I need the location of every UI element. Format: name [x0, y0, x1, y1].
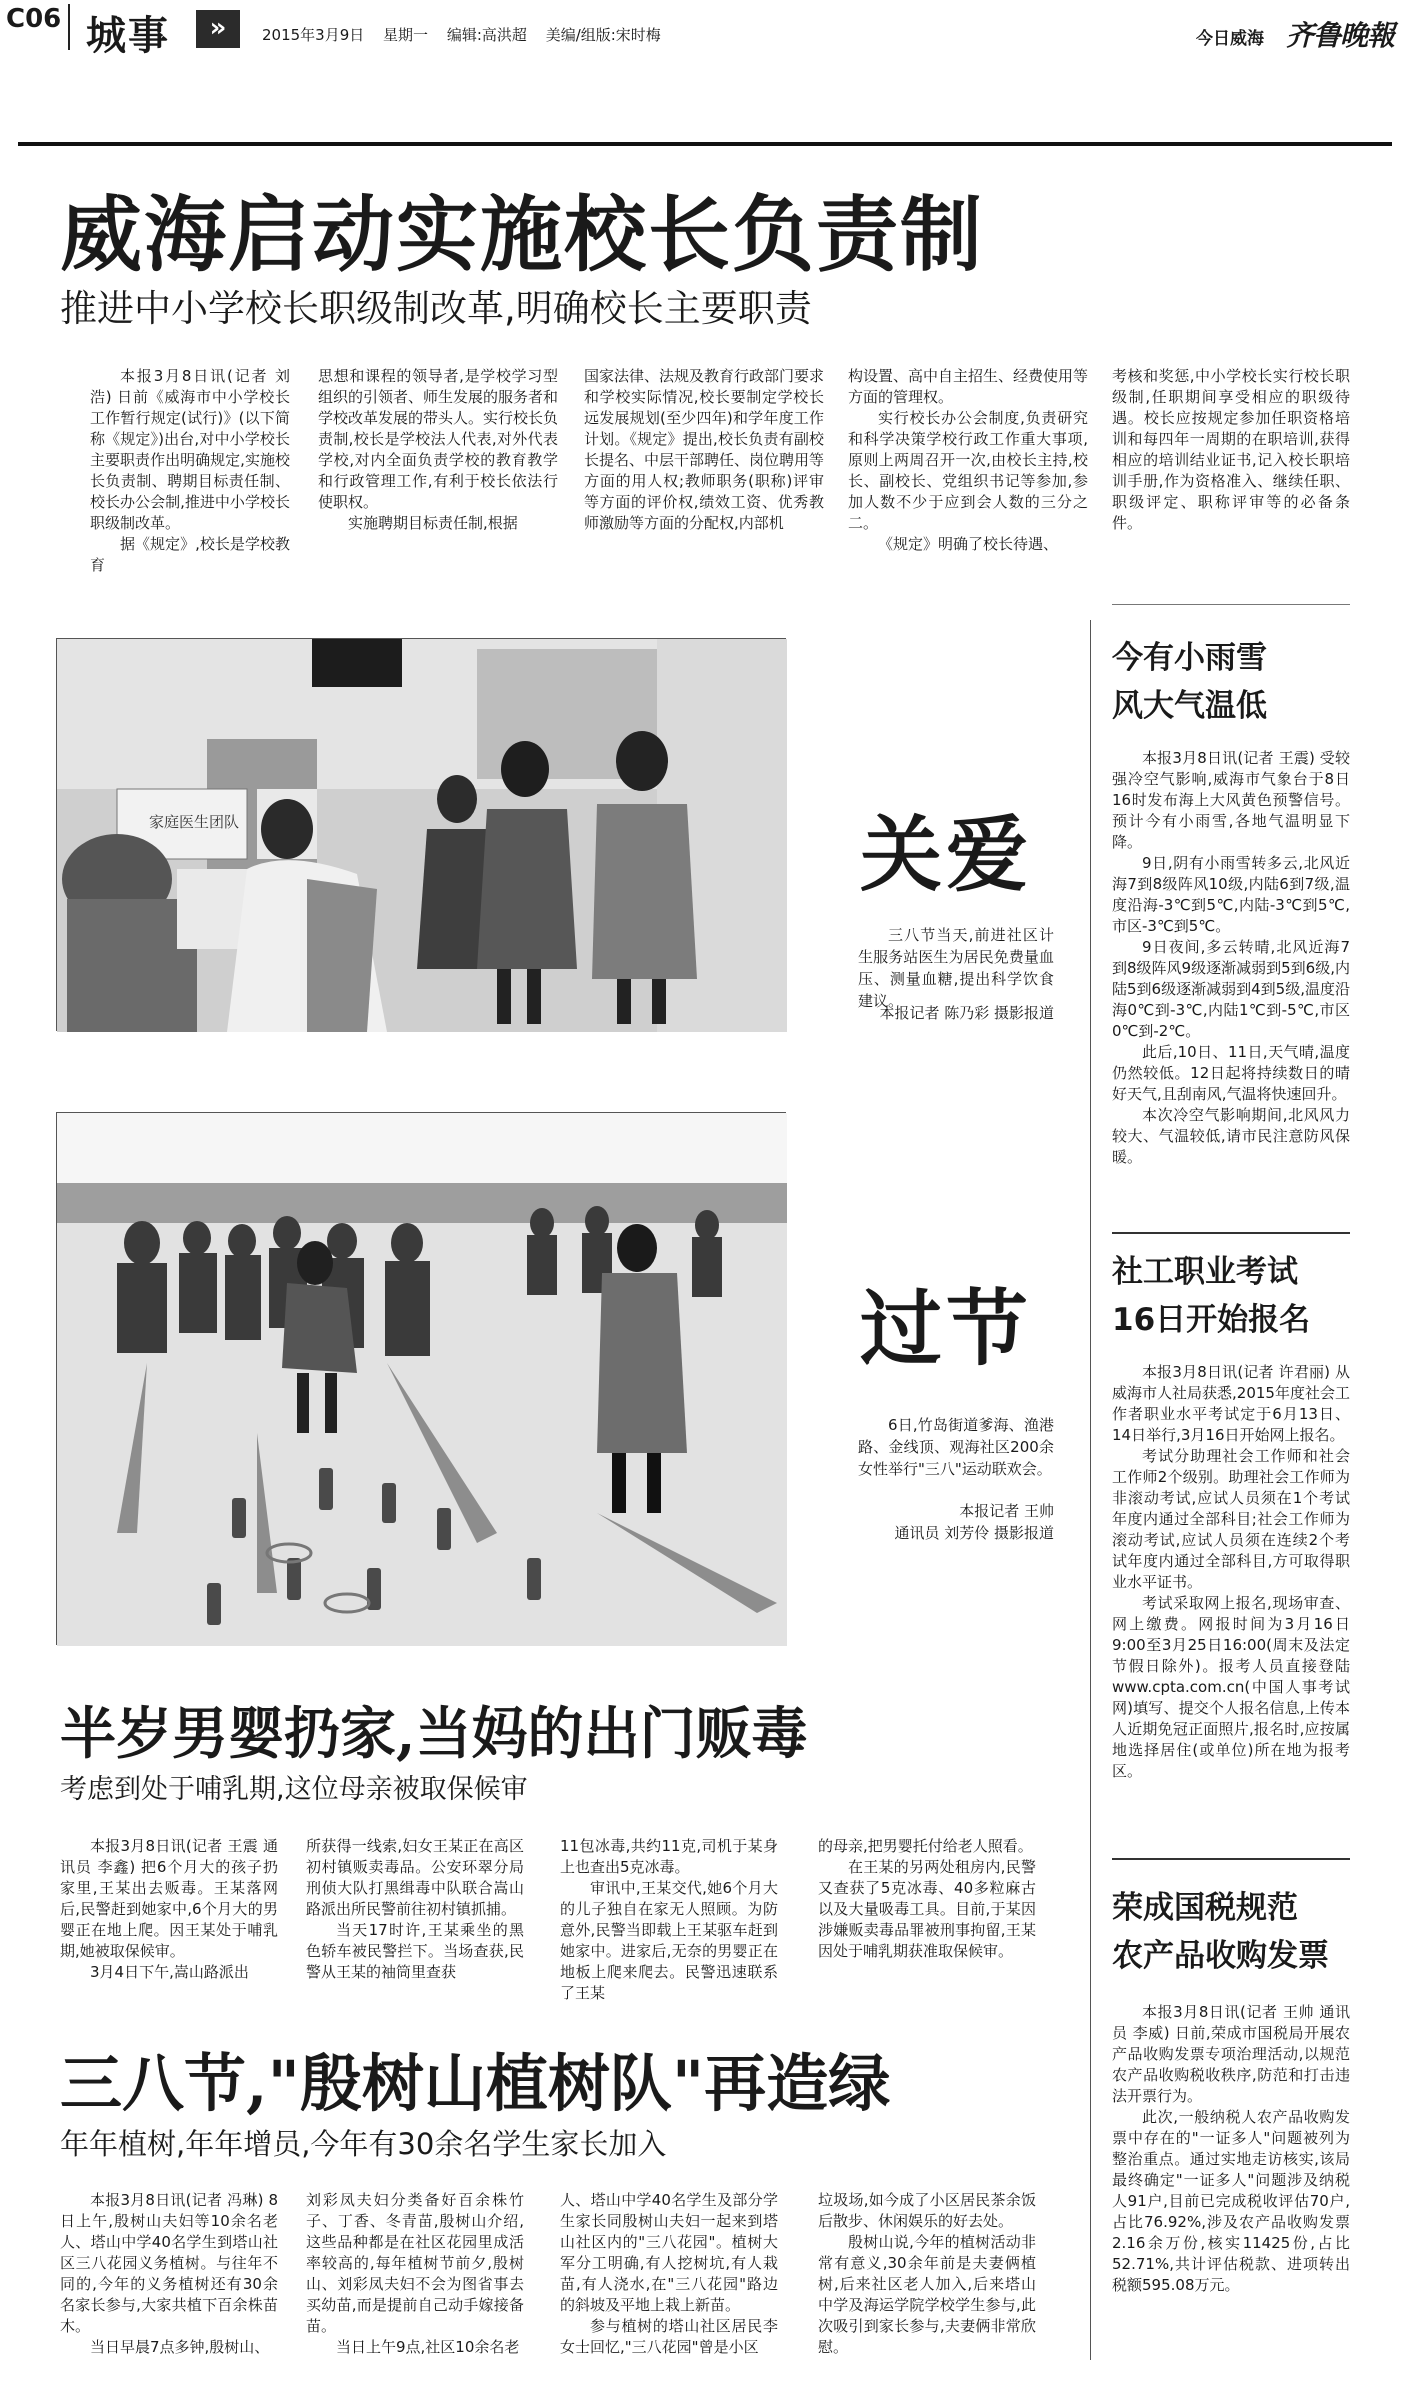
paragraph: 殷树山说,今年的植树活动非常有意义,30余年前是夫妻俩植树,后来社区老人加入,后来塔山中学及海运学院学校学生参与,此次吸引到家长参与,夫妻俩非常欣慰。 — [818, 2233, 1036, 2356]
main-story-col-1 — [90, 366, 290, 574]
section-arrow-icon: » — [196, 10, 240, 48]
paragraph: 本报3月8日讯(记者 冯琳) 8日上午,殷树山夫妇等10余名老人、塔山中学40名学生到塔山社区三八花园义务植树。与往年不同的,今年的义务植树还有30余名家长参与,大家共植下百余株苗木。 — [60, 2191, 278, 2335]
main-story-col-5 — [1112, 366, 1350, 560]
headline-line: 16日开始报名 — [1112, 1302, 1311, 1338]
paragraph: 9日夜间,多云转晴,北风近海7到8级阵风9级逐渐减弱到5到6级,内陆5到6级逐渐减弱到4到5级,温度沿海0℃到-3℃,内陆1℃到-5℃,市区0℃到-2℃。 — [1112, 938, 1350, 1040]
paragraph: 的母亲,把男婴托付给老人照看。 — [818, 1837, 1033, 1855]
paragraph: 考试采取网上报名,现场审查、网上缴费。网报时间为3月16日9:00至3月25日16:00(周末及法定节假日除外)。报考人员直接登陆www.cpta.com.cn(中国人事考试网)填写、提交个人报名信息,上传本人近期免冠正面照片,报名时,应按属地选择居住(或单位)所在地为报考区。 — [1112, 1594, 1350, 1780]
social-exam-headline — [1112, 1248, 1310, 1344]
issue-date: 2015年3月9日 — [262, 26, 365, 44]
drug-story-col-1 — [60, 1836, 278, 2008]
newspaper-logo: 齐鲁晚報 — [1286, 19, 1395, 52]
caption-text: 三八节当天,前进社区计生服务站医生为居民免费量血压、测量血糖,提出科学饮食建议。 — [858, 926, 1054, 1010]
issue-meta — [262, 24, 675, 45]
paragraph: 本报3月8日讯(记者 许君丽) 从威海市人社局获悉,2015年度社会工作者职业水平考试定于6月13日、14日举行,3月16日开始网上报名。 — [1112, 1363, 1350, 1444]
paragraph: 9日,阴有小雨雪转多云,北风近海7到8级阵风10级,内陆6到7级,温度沿海-3℃到5℃,内陆-3℃到5℃,市区-3℃到5℃。 — [1112, 854, 1350, 935]
photo-health-check — [56, 638, 786, 1031]
sidebar-top-rule — [1112, 604, 1350, 605]
section-title: 城事 — [86, 12, 170, 59]
sidebar-rule — [1112, 1232, 1350, 1234]
credit-line: 本报记者 王帅 — [959, 1502, 1054, 1520]
headline-line: 农产品收购发票 — [1112, 1938, 1329, 1974]
paragraph: 《规定》明确了校长待遇、 — [878, 535, 1059, 553]
credit-line: 通讯员 刘芳伶 摄影报道 — [894, 1524, 1054, 1542]
paragraph: 11包冰毒,共约11克,司机于某身上也查出5克冰毒。 — [560, 1837, 778, 1876]
tax-headline — [1112, 1884, 1329, 1980]
paragraph: 此后,10日、11日,天气晴,温度仍然较低。12日起将持续数日的晴好天气,且刮南风,气温将快速回升。 — [1112, 1043, 1350, 1103]
photo-sign-text: 家庭医生团队 — [149, 813, 240, 831]
paragraph: 刘彩凤夫妇分类备好百余株竹子、丁香、冬青苗,殷树山介绍,这些品种都是在社区花园里成活率较高的,每年植树节前夕,殷树山、刘彩凤夫妇不会为图省事去买幼苗,而是提前自己动手嫁接备苗。 — [306, 2191, 524, 2335]
drug-story-col-2 — [306, 1836, 524, 2008]
headline-line: 社工职业考试 — [1112, 1254, 1298, 1290]
photo-festival — [56, 1112, 786, 1645]
issue-weekday: 星期一 — [383, 26, 429, 44]
main-story-col-4 — [848, 366, 1088, 560]
drug-story-headline: 半岁男婴扔家,当妈的出门贩毒 — [60, 1701, 808, 1767]
drug-story-col-3 — [560, 1836, 778, 2008]
weather-headline — [1112, 634, 1267, 730]
tree-story-subheadline: 年年植树,年年增员,今年有30余名学生家长加入 — [60, 2127, 667, 2161]
social-exam-story — [1112, 1362, 1350, 1847]
paragraph: 构设置、高中自主招生、经费使用等方面的管理权。 — [848, 367, 1089, 406]
paragraph: 3月4日下午,嵩山路派出 — [90, 1963, 249, 1981]
drug-story-subheadline: 考虑到处于哺乳期,这位母亲被取保候审 — [60, 1774, 528, 1805]
sidebar-rule — [1112, 1858, 1350, 1860]
tree-story-col-3 — [560, 2190, 778, 2376]
paragraph: 审讯中,王某交代,她6个月大的儿子独自在家无人照顾。为防意外,民警当即载上王某驱车赶到她家中。进家后,无奈的男婴正在地板上爬来爬去。民警迅速联系了王某 — [560, 1879, 778, 2002]
photo1-caption-title: 关爱 — [860, 808, 1033, 903]
paragraph: 在王某的另两处租房内,民警又查获了5克冰毒、40多粒麻古以及大量吸毒工具。目前,于某因涉嫌贩卖毒品罪被刑事拘留,王某因处于哺乳期获准取保候审。 — [818, 1858, 1036, 1960]
headline-line: 荣成国税规范 — [1112, 1890, 1298, 1926]
paragraph: 实行校长办公会制度,负责研究和科学决策学校行政工作重大事项,原则上两周召开一次,由校长主持,校长、副校长、党组织书记等参加,参加人数不少于应到会人数的三分之二。 — [848, 409, 1088, 532]
paragraph: 人、塔山中学40名学生及部分学生家长同殷树山夫妇一起来到塔山社区内的"三八花园"。植树大军分工明确,有人挖树坑,有人栽苗,有人浇水,在"三八花园"路边的斜坡及平地上栽上新苗。 — [560, 2191, 778, 2314]
paragraph: 思想和课程的领导者,是学校学习型组织的引领者、师生发展的服务者和学校改革发展的带头人。实行校长负责制,校长是学校法人代表,对外代表学校,对内全面负责学校的教育教学和行政管理工作,有利于校长依法行使职权。 — [318, 367, 559, 511]
paragraph: 本次冷空气影响期间,北风风力较大、气温较低,请市民注意防风保暖。 — [1112, 1106, 1350, 1166]
paragraph: 考试分助理社会工作师和社会工作师2个级别。助理社会工作师为非滚动考试,应试人员须在1个考试年度内通过全部科目;社会工作师为滚动考试,应试人员须在连续2个考试年度内通过全部科目,方可取得职业水平证书。 — [1112, 1447, 1350, 1591]
tree-story-col-2 — [306, 2190, 524, 2376]
photo2-caption — [858, 1414, 1054, 1480]
paragraph: 当日上午9点,社区10余名老 — [336, 2338, 520, 2356]
photo2-credit — [834, 1500, 1054, 1544]
today-label: 今日威海 — [1196, 29, 1264, 49]
main-story-col-3 — [584, 366, 824, 560]
header-rule — [18, 142, 1392, 146]
main-story-col-2 — [318, 366, 558, 560]
photo1-credit: 本报记者 陈乃彩 摄影报道 — [879, 1004, 1054, 1022]
sidebar-divider — [1090, 620, 1091, 2360]
issue-editor: 编辑:高洪超 — [446, 26, 527, 44]
paragraph: 所获得一线索,妇女王某正在高区初村镇贩卖毒品。公安环翠分局刑侦大队打黑缉毒中队联合嵩山路派出所民警前往初村镇抓捕。 — [306, 1837, 524, 1918]
paragraph: 本报3月8日讯(记者 王帅 通讯员 李威) 日前,荣成市国税局开展农产品收购发票专项治理活动,以规范农产品收购税收秩序,防范和打击违法开票行为。 — [1112, 2003, 1350, 2105]
photo1-caption — [858, 924, 1054, 1012]
headline-line: 风大气温低 — [1112, 688, 1267, 724]
tax-story — [1112, 2002, 1350, 2372]
main-subheadline: 推进中小学校长职级制改革,明确校长主要职责 — [60, 287, 812, 330]
paragraph: 考核和奖惩,中小学校长实行校长职级制,任职期间享受相应的职级待遇。校长应按规定参加任职资格培训和每四年一周期的在职培训,获得相应的培训结业证书,记入校长职培训手册,作为资格准入、继续任职、职级评定、职称评审等的必备条件。 — [1112, 367, 1350, 532]
page-number: C06 — [6, 4, 62, 34]
paragraph: 参与植树的塔山社区居民李女士回忆,"三八花园"曾是小区 — [560, 2317, 778, 2356]
tree-story-col-4 — [818, 2190, 1036, 2376]
paragraph: 此次,一般纳税人农产品收购发票中存在的"一证多人"问题被列为整治重点。通过实地走访核实,该局最终确定"一证多人"问题涉及纳税人91户,目前已完成税收评估70户,占比76.92%,涉及农产品收购发票2.16余万份,核实11425份,占比52.71%,共计评估税款、进项转出税额595.08万元。 — [1112, 2108, 1350, 2294]
paragraph: 实施聘期目标责任制,根据 — [348, 514, 518, 532]
weather-story — [1112, 748, 1350, 1218]
photo2-caption-title: 过节 — [860, 1282, 1033, 1377]
paragraph: 据《规定》,校长是学校教育 — [90, 535, 290, 574]
drug-story-col-4 — [818, 1836, 1036, 2008]
paragraph: 本报3月8日讯(记者 王震) 受较强冷空气影响,威海市气象台于8日16时发布海上大风黄色预警信号。预计今有小雨雪,各地气温明显下降。 — [1112, 749, 1350, 851]
paragraph: 本报3月8日讯(记者 刘浩) 日前《威海市中小学校长工作暂行规定(试行)》(以下简称《规定》)出台,对中小学校长主要职责作出明确规定,实施校长负责制、聘期目标责任制、校长办公会制,推进中小学校长职级制改革。 — [90, 367, 290, 532]
paragraph: 本报3月8日讯(记者 王震 通讯员 李鑫) 把6个月大的孩子扔家里,王某出去贩毒。王某落网后,民警赶到她家中,6个月大的男婴正在地上爬。因王某处于哺乳期,她被取保候审。 — [60, 1837, 278, 1960]
headline-line: 今有小雨雪 — [1112, 640, 1267, 676]
tree-story-col-1 — [60, 2190, 278, 2376]
paragraph: 垃圾场,如今成了小区居民茶余饭后散步、休闲娱乐的好去处。 — [818, 2191, 1036, 2230]
paragraph: 当天17时许,王某乘坐的黑色轿车被民警拦下。当场查获,民警从王某的袖筒里查获 — [306, 1921, 524, 1981]
header-divider — [68, 4, 70, 50]
paragraph: 当日早晨7点多钟,殷树山、 — [90, 2338, 270, 2356]
issue-designer: 美编/组版:宋时梅 — [545, 26, 661, 44]
paragraph: 国家法律、法规及教育行政部门要求和学校实际情况,校长要制定学校长远发展规划(至少四年)和学年度工作计划。《规定》提出,校长负责有副校长提名、中层干部聘任、岗位聘用等方面的用人权;教师职务(职称)评审等方面的评价权,绩效工资、优秀教师激励等方面的分配权,内部机 — [584, 367, 825, 532]
main-headline: 威海启动实施校长负责制 — [60, 187, 985, 283]
caption-text: 6日,竹岛街道爹海、渔港路、金线顶、观海社区200余女性举行"三八"运动联欢会。 — [858, 1416, 1054, 1478]
tree-story-headline: 三八节,"殷树山植树队"再造绿 — [60, 2047, 891, 2120]
